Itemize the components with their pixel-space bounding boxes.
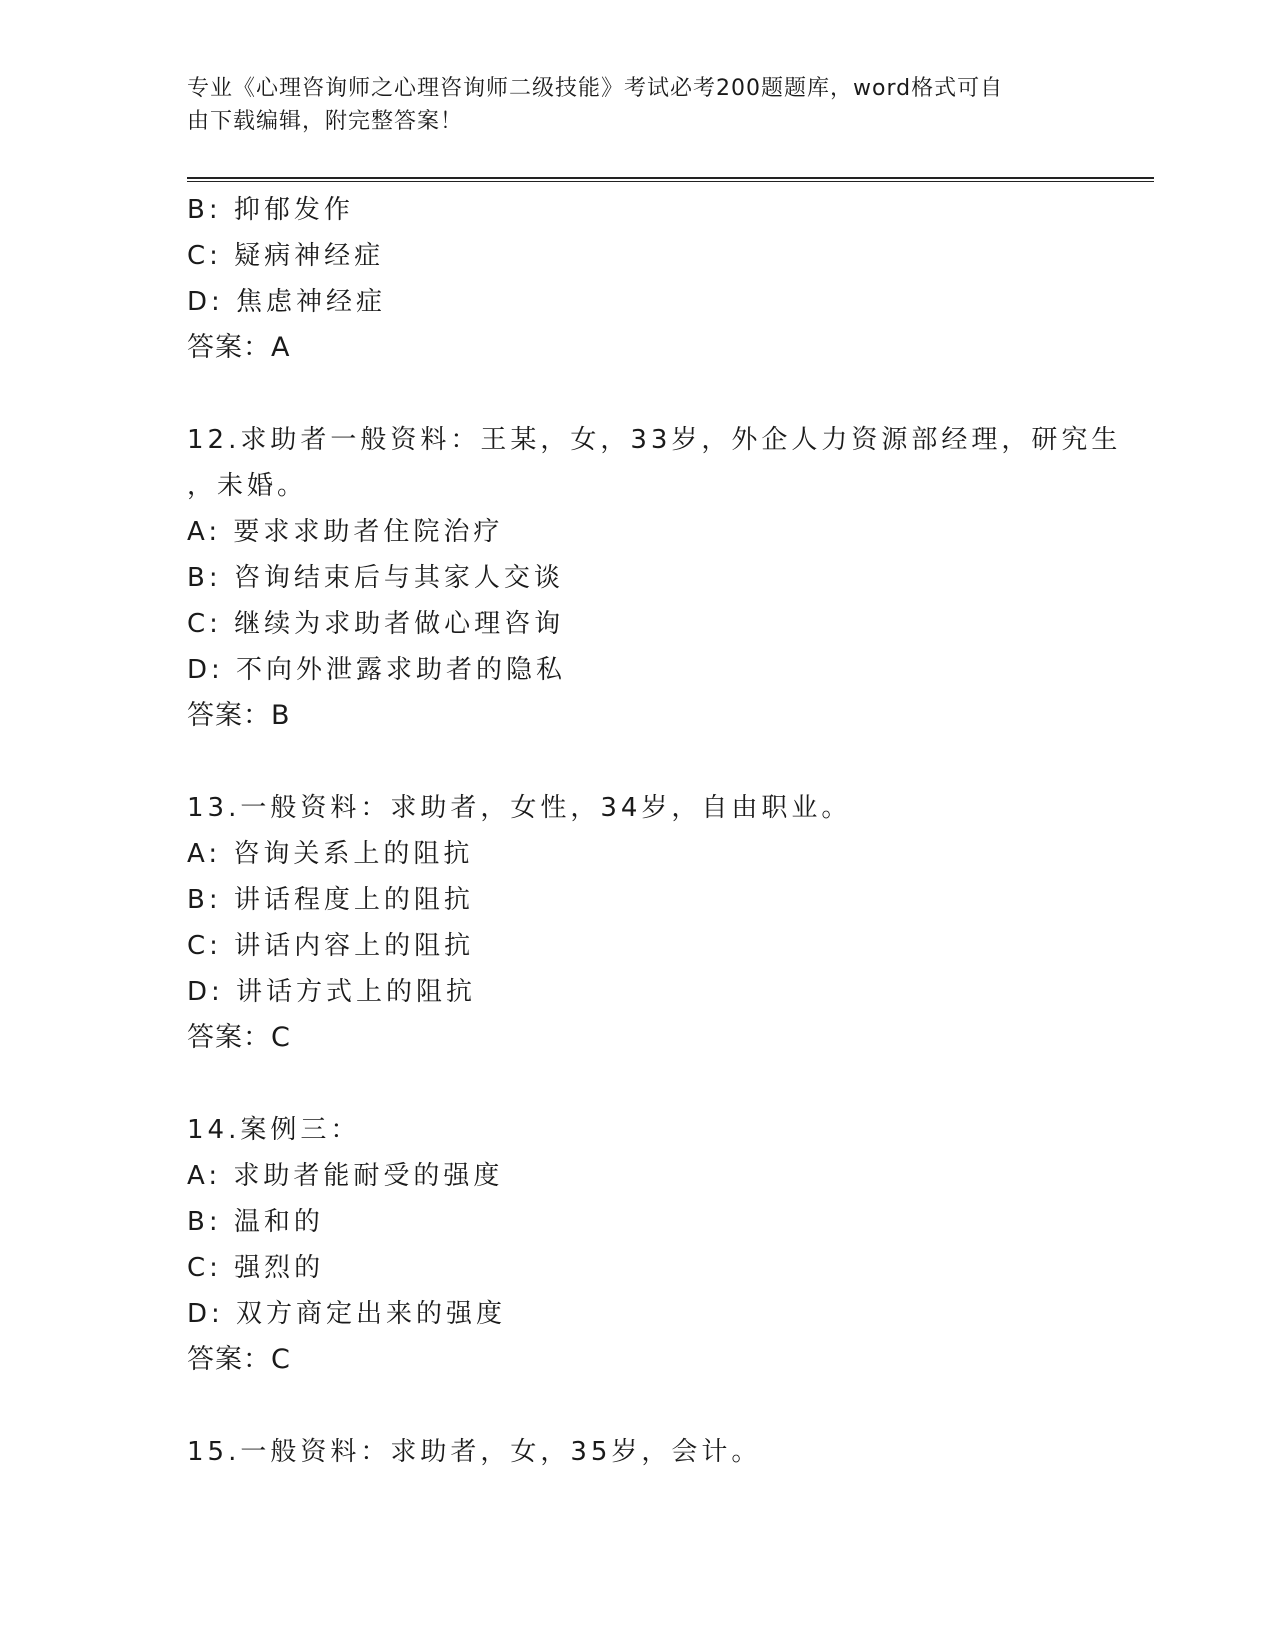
option-b: B: 讲话程度上的阻抗 <box>187 885 474 915</box>
header-divider <box>187 177 1154 182</box>
question-title: 12.求助者一般资料：王某，女，33岁，外企人力资源部经理，研究生 <box>187 425 1122 455</box>
answer: 答案：C <box>187 1344 291 1375</box>
option-a: A: 要求求助者住院治疗 <box>187 517 504 547</box>
answer: 答案：C <box>187 1022 291 1053</box>
option-d: D: 不向外泄露求助者的隐私 <box>187 655 567 685</box>
question-title-cont: ，未婚。 <box>187 471 308 501</box>
document-header <box>187 72 1067 138</box>
question-title: 15.一般资料：求助者，女，35岁，会计。 <box>187 1437 762 1467</box>
option-a: A: 求助者能耐受的强度 <box>187 1161 504 1191</box>
option-a: A: 咨询关系上的阻抗 <box>187 839 474 869</box>
option-d: D: 讲话方式上的阻抗 <box>187 977 477 1007</box>
option-c: C: 讲话内容上的阻抗 <box>187 931 475 961</box>
question-title: 13.一般资料：求助者，女性，34岁，自由职业。 <box>187 793 852 823</box>
question-block-11 <box>187 187 1107 371</box>
answer: 答案：A <box>187 332 291 363</box>
option-d: D: 双方商定出来的强度 <box>187 1299 507 1329</box>
option-c: C: 强烈的 <box>187 1253 325 1283</box>
header-line-1: 专业《心理咨询师之心理咨询师二级技能》考试必考200题题库，word格式可自 <box>187 76 1004 101</box>
header-line-2: 由下载编辑，附完整答案！ <box>187 109 464 134</box>
question-block-15 <box>187 1429 1107 1475</box>
option-b: B: 咨询结束后与其家人交谈 <box>187 563 564 593</box>
option-d: D: 焦虑神经症 <box>187 287 387 317</box>
question-block-12 <box>187 417 1122 739</box>
option-c: C: 疑病神经症 <box>187 241 385 271</box>
question-block-14 <box>187 1107 1107 1383</box>
answer: 答案：B <box>187 700 291 731</box>
question-title: 14.案例三： <box>187 1115 361 1145</box>
document-body <box>187 187 1122 1475</box>
option-b: B: 温和的 <box>187 1207 324 1237</box>
option-b: B: 抑郁发作 <box>187 195 354 225</box>
option-c: C: 继续为求助者做心理咨询 <box>187 609 565 639</box>
question-block-13 <box>187 785 1107 1061</box>
